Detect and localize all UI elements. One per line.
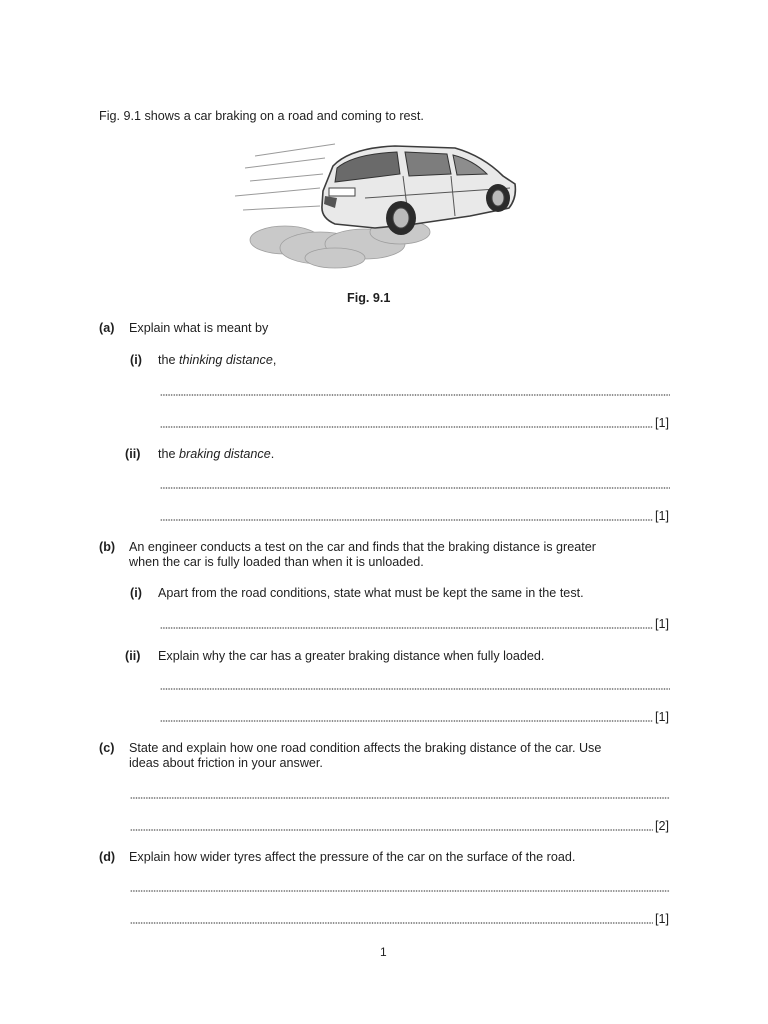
mark-allocation: [1] xyxy=(655,617,670,631)
answer-line[interactable] xyxy=(130,797,670,799)
part-c-text-2: ideas about friction in your answer. xyxy=(129,756,323,770)
answer-line[interactable] xyxy=(160,426,653,428)
part-b-ii-label: (ii) xyxy=(125,649,141,663)
part-d-label: (d) xyxy=(99,850,116,864)
answer-line[interactable] xyxy=(130,922,653,924)
part-b-ii-text: Explain why the car has a greater braking distance when fully loaded. xyxy=(158,649,545,663)
mark-allocation: [1] xyxy=(655,416,670,430)
part-a-ii-label: (ii) xyxy=(125,447,141,461)
answer-line[interactable] xyxy=(130,890,670,892)
answer-line[interactable] xyxy=(160,394,670,396)
mark-allocation: [1] xyxy=(655,710,670,724)
page-number: 1 xyxy=(380,945,387,959)
part-b-i-text: Apart from the road conditions, state what must be kept the same in the test. xyxy=(158,586,584,600)
part-d-text: Explain how wider tyres affect the pressure of the car on the surface of the road. xyxy=(129,850,576,864)
part-c-text-1: State and explain how one road condition affects the braking distance of the car. Use xyxy=(129,741,602,755)
intro-text: Fig. 9.1 shows a car braking on a road and coming to rest. xyxy=(99,109,424,123)
part-a-text: Explain what is meant by xyxy=(129,321,269,335)
part-b-text-2: when the car is fully loaded than when it is unloaded. xyxy=(129,555,424,569)
part-a-i-text: the thinking distance, xyxy=(158,353,277,367)
part-a-ii-text: the braking distance. xyxy=(158,447,275,461)
answer-line[interactable] xyxy=(160,487,670,489)
part-b-i-label: (i) xyxy=(130,586,142,600)
answer-line[interactable] xyxy=(130,829,653,831)
part-b-label: (b) xyxy=(99,540,116,554)
figure-caption: Fig. 9.1 xyxy=(347,291,391,305)
part-c-label: (c) xyxy=(99,741,115,755)
mark-allocation: [1] xyxy=(655,509,670,523)
part-b-text-1: An engineer conducts a test on the car and finds that the braking distance is greater xyxy=(129,540,596,554)
part-a-i-label: (i) xyxy=(130,353,142,367)
answer-line[interactable] xyxy=(160,627,653,629)
part-a-label: (a) xyxy=(99,321,115,335)
answer-line[interactable] xyxy=(160,688,670,690)
answer-line[interactable] xyxy=(160,519,653,521)
mark-allocation: [1] xyxy=(655,912,670,926)
answer-line[interactable] xyxy=(160,720,653,722)
mark-allocation: [2] xyxy=(655,819,670,833)
car-braking-figure xyxy=(225,136,525,276)
